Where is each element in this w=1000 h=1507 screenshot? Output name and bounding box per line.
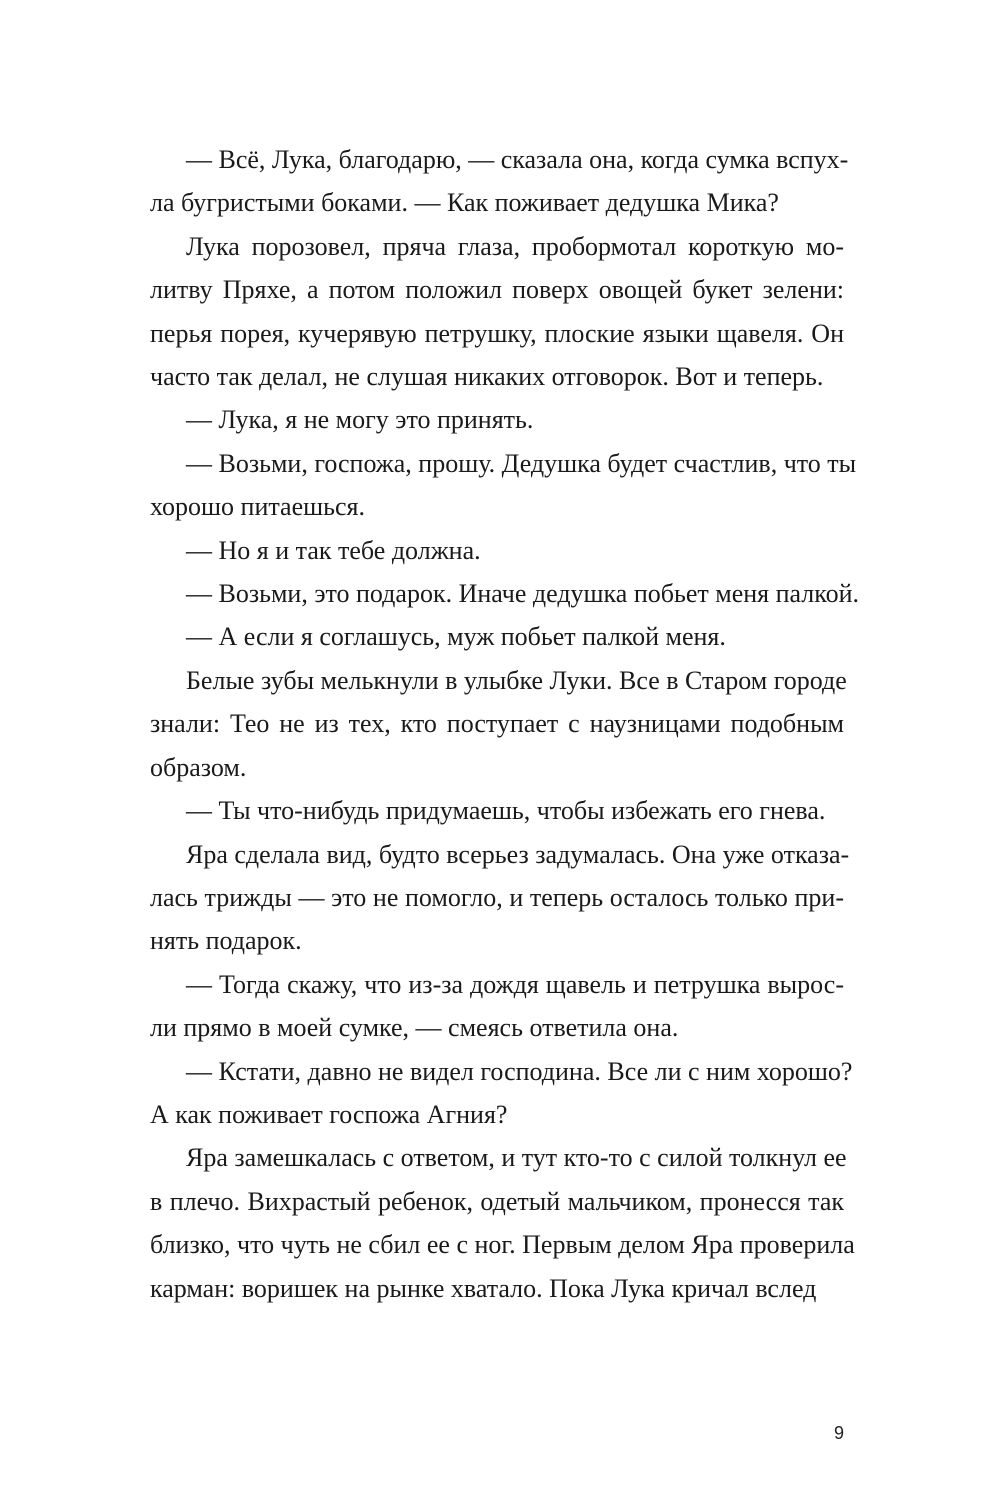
text-line: — Всё, Лука, благодарю, — сказала она, когда сумка вспух- xyxy=(186,145,849,174)
text-line: знали: Тео не из тех, кто поступает с наузницами подобным xyxy=(150,709,844,739)
text-line: — Ты что-нибудь придумаешь, чтобы избежать его гнева. xyxy=(186,796,826,826)
paragraph xyxy=(150,833,850,963)
text-line: в плечо. Вихрастый ребенок, одетый мальчиком, пронесся так xyxy=(150,1186,844,1216)
text-line: карман: воришек на рынке хватало. Пока Лука кричал вслед xyxy=(150,1273,817,1303)
text-line: А как поживает госпожа Агния? xyxy=(150,1099,508,1129)
text-line: — Лука, я не могу это принять. xyxy=(186,405,534,435)
text-line: образом. xyxy=(150,752,247,782)
text-line: ла бугристыми боками. — Как поживает дедушка Мика? xyxy=(150,188,779,218)
paragraph xyxy=(150,789,844,832)
paragraph xyxy=(150,225,844,399)
page-number: 9 xyxy=(833,1423,844,1443)
text-line: хорошо питаешься. xyxy=(150,492,365,522)
text-line: нять подарок. xyxy=(150,926,302,956)
text-line: перья порея, кучерявую петрушку, плоские языки щавеля. Он xyxy=(150,318,844,348)
paragraph xyxy=(150,615,844,658)
paragraph xyxy=(150,659,847,789)
paragraph xyxy=(150,398,844,441)
text-line: — Возьми, это подарок. Иначе дедушка побьет меня палкой. xyxy=(186,579,859,609)
text-line: Лука порозовел, пряча глаза, пробормотал короткую мо- xyxy=(186,231,844,261)
text-line: часто так делал, не слушая никаких отговорок. Вот и теперь. xyxy=(150,362,824,392)
paragraph xyxy=(150,963,844,1050)
text-line: лась трижды — это не помогло, и теперь осталось только при- xyxy=(150,882,844,912)
text-line: Яра сделала вид, будто всерьез задумалась. Она уже отказа- xyxy=(186,839,850,869)
paragraph xyxy=(150,1050,853,1137)
text-line: — Тогда скажу, что из-за дождя щавель и петрушка вырос- xyxy=(186,969,844,999)
text-line: — Кстати, давно не видел господина. Все ли с ним хорошо? xyxy=(186,1056,853,1086)
text-line: — Но я и так тебе должна. xyxy=(186,535,481,565)
text-line: — Возьми, госпожа, прошу. Дедушка будет счастлив, что ты xyxy=(186,448,857,478)
text-line: литву Пряхе, а потом положил поверх овощей букет зелени: xyxy=(150,275,844,305)
text-line: ли прямо в моей сумке, — смеясь ответила она. xyxy=(150,1013,679,1043)
text-line: Белые зубы мелькнули в улыбке Луки. Все в Старом городе xyxy=(186,665,847,695)
paragraph xyxy=(150,572,859,615)
text-line: близко, что чуть не сбил ее с ног. Первым делом Яра проверила xyxy=(150,1230,855,1260)
text-line: — А если я соглашусь, муж побьет палкой меня. xyxy=(186,622,726,652)
paragraph xyxy=(150,1136,855,1310)
text-line: Яра замешкалась с ответом, и тут кто-то с силой толкнул ее xyxy=(186,1143,847,1173)
paragraph xyxy=(150,529,844,572)
paragraph xyxy=(150,442,857,529)
paragraph xyxy=(150,138,849,225)
body-text xyxy=(150,138,859,1310)
